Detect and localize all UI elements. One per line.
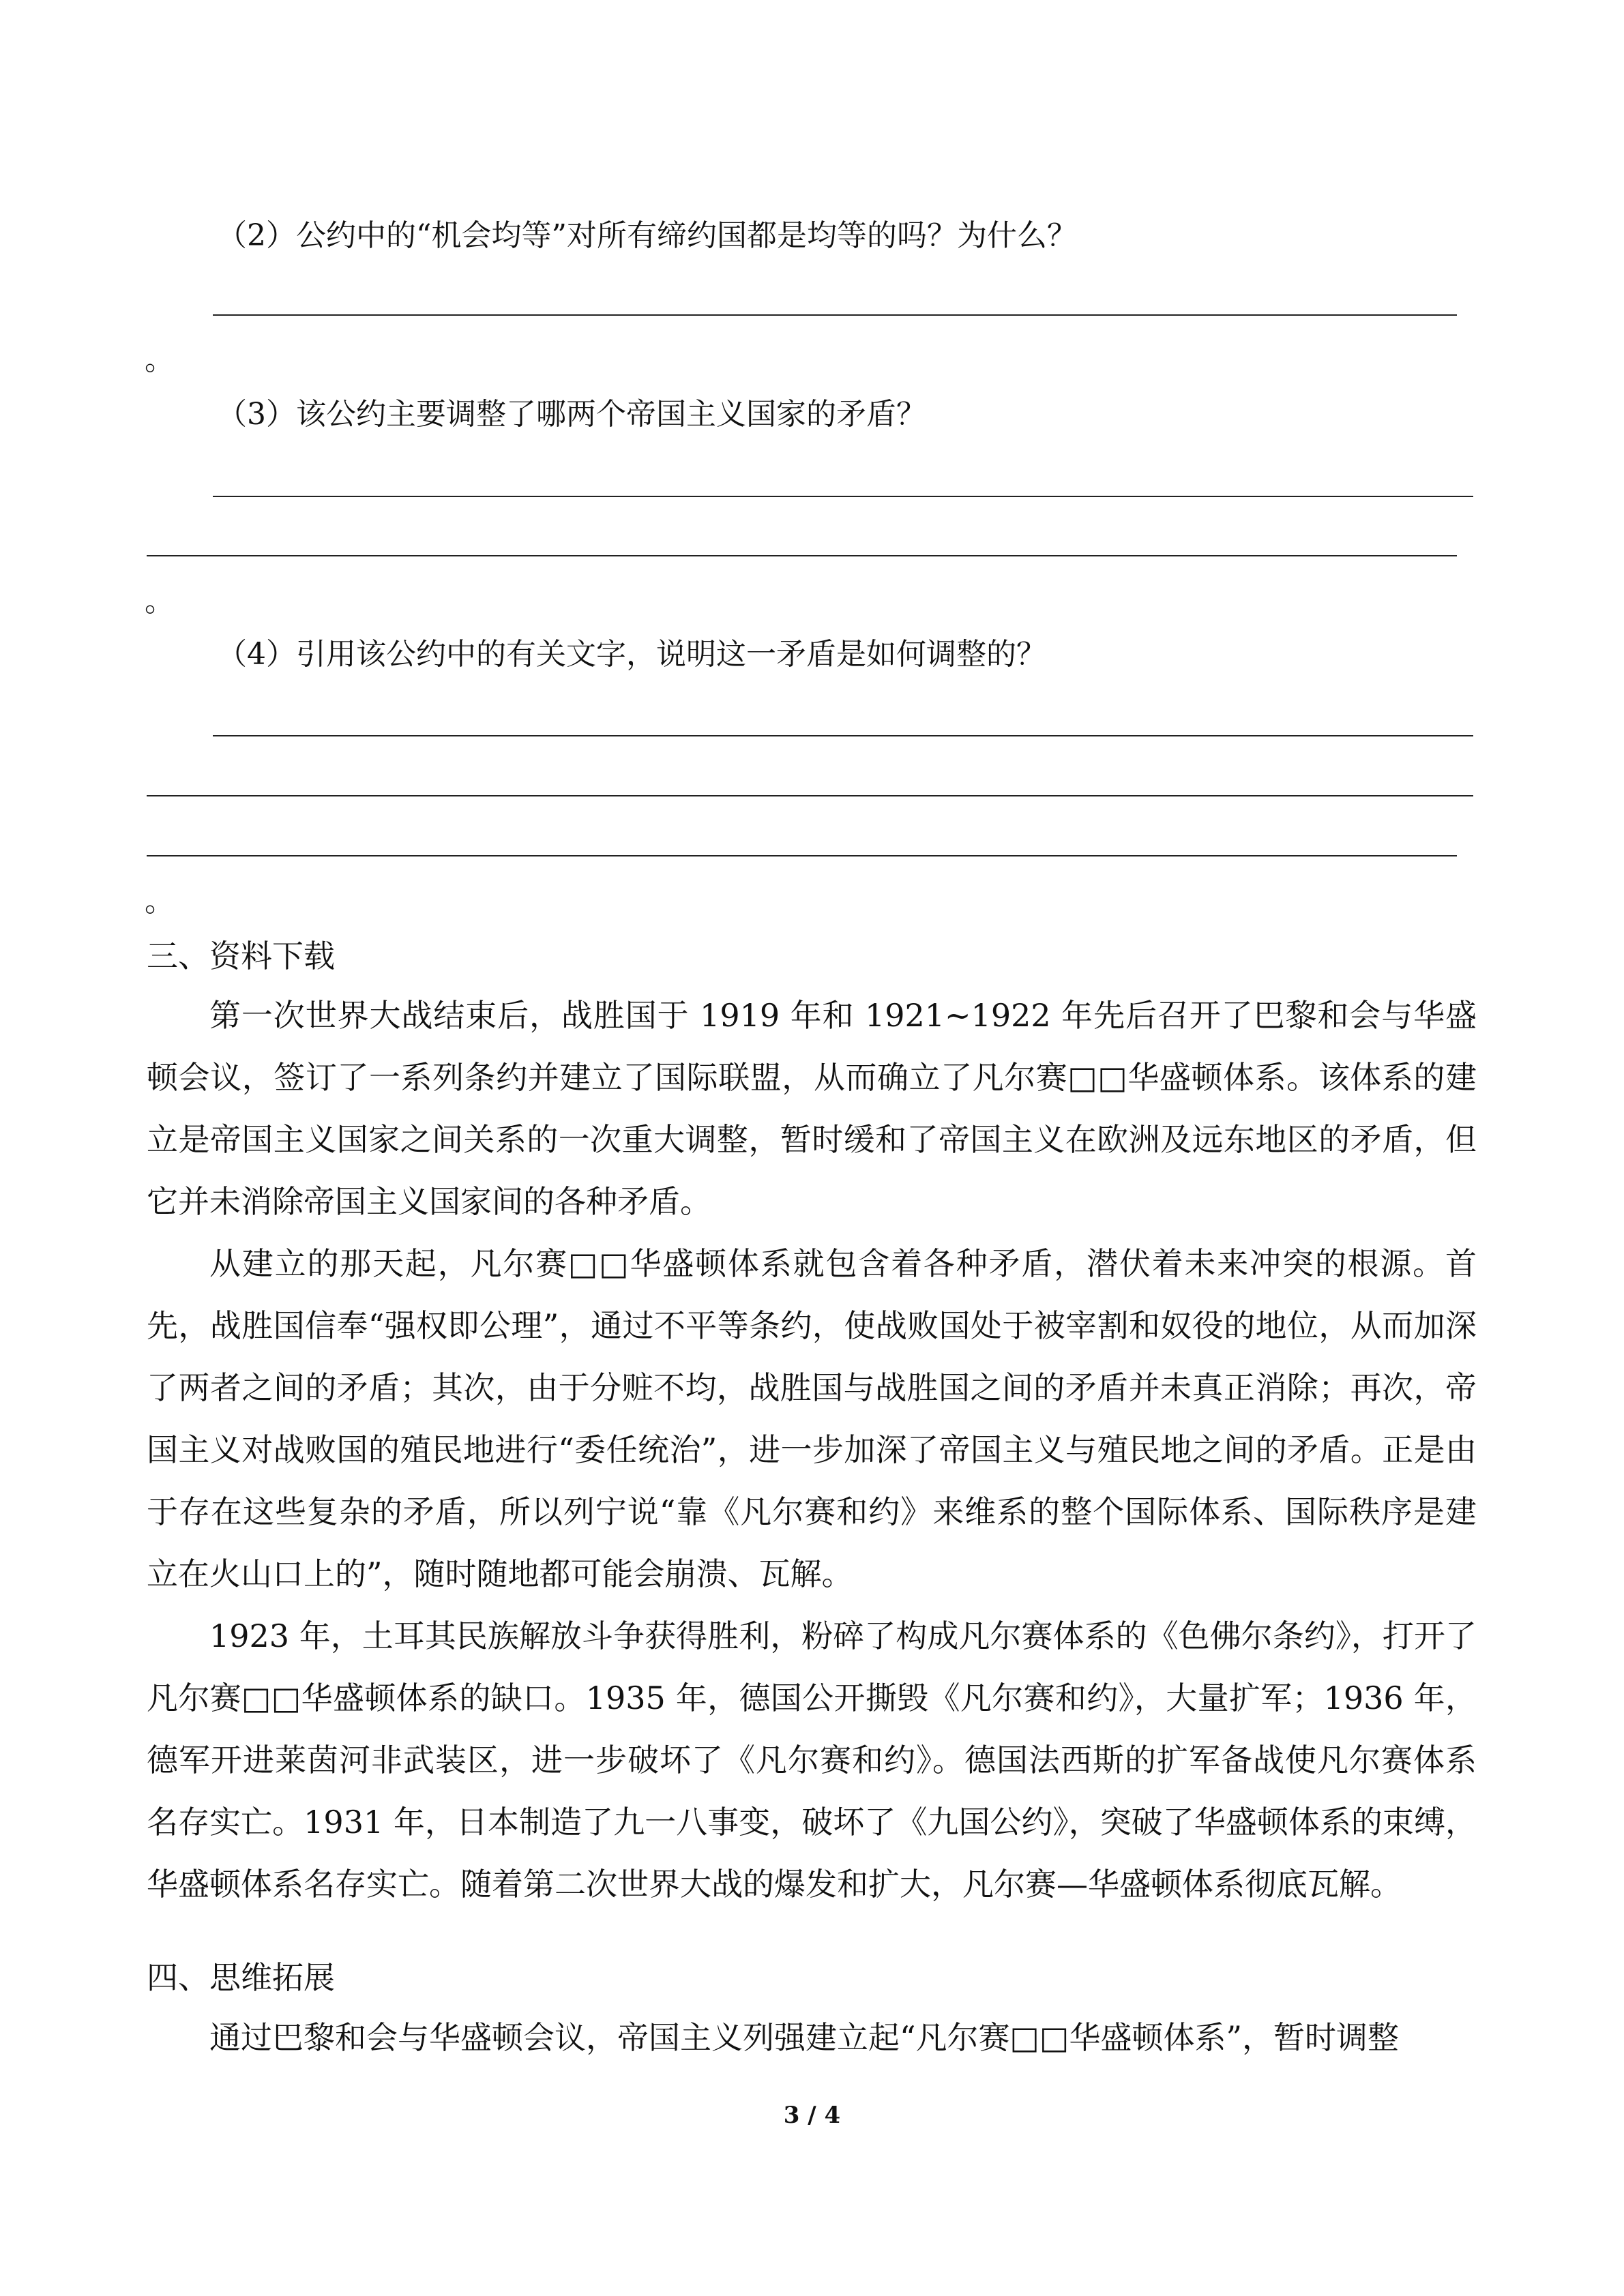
paragraph: 1923 年，土耳其民族解放斗争获得胜利，粉碎了构成凡尔赛体系的《色佛尔条约》，打开了凡尔赛□□华盛顿体系的缺口。1935 年，德国公开撕毁《凡尔赛和约》，大量扩军；1936 年，德军开进莱茵河非武装区，进一步破坏了《凡尔赛和约》。德国法西斯的扩军备战使凡尔赛体系名存实亡。1931 年，日本制造了九一八事变，破坏了《九国公约》，突破了华盛顿体系的束缚，华盛顿体系名存实亡。随着第二次世界大战的爆发和扩大，凡尔赛—华盛顿体系彻底瓦解。 [147, 1617, 1477, 1903]
section-3-body [147, 985, 1477, 1915]
question-4: （4）引用该公约中的有关文字，说明这一矛盾是如何调整的？ [217, 637, 1046, 672]
section-heading-3: 三、资料下载 [147, 938, 335, 974]
paragraph: 通过巴黎和会与华盛顿会议，帝国主义列强建立起“凡尔赛□□华盛顿体系”，暂时调整 [209, 2019, 1399, 2056]
answer-line[interactable] [147, 555, 1457, 556]
end-mark: 。 [145, 584, 175, 618]
section-4-body [147, 2007, 1477, 2069]
answer-line[interactable] [213, 496, 1473, 497]
answer-line[interactable] [213, 735, 1473, 736]
answer-line[interactable] [213, 314, 1457, 316]
end-mark: 。 [145, 884, 175, 919]
end-mark: 。 [145, 342, 175, 377]
question-2: （2）公约中的“机会均等”对所有缔约国都是均等的吗？为什么？ [217, 218, 1077, 253]
section-heading-4: 四、思维拓展 [147, 1959, 335, 1996]
paragraph: 从建立的那天起，凡尔赛□□华盛顿体系就包含着各种矛盾，潜伏着未来冲突的根源。首先，战胜国信奉“强权即公理”，通过不平等条约，使战败国处于被宰割和奴役的地位，从而加深了两者之间的矛盾；其次，由于分赃不均，战胜国与战胜国之间的矛盾并未真正消除；再次，帝国主义对战败国的殖民地进行“委任统治”，进一步加深了帝国主义与殖民地之间的矛盾。正是由于存在这些复杂的矛盾，所以列宁说“靠《凡尔赛和约》来维系的整个国际体系、国际秩序是建立在火山口上的”，随时随地都可能会崩溃、瓦解。 [147, 1245, 1477, 1592]
answer-line[interactable] [147, 855, 1457, 856]
question-3: （3）该公约主要调整了哪两个帝国主义国家的矛盾？ [217, 397, 926, 432]
page-number: 3 / 4 [783, 2102, 841, 2129]
paragraph: 第一次世界大战结束后，战胜国于 1919 年和 1921~1922 年先后召开了巴黎和会与华盛顿会议，签订了一系列条约并建立了国际联盟，从而确立了凡尔赛□□华盛顿体系。该体系的建立是帝国主义国家之间关系的一次重大调整，暂时缓和了帝国主义在欧洲及远东地区的矛盾，但它并未消除帝国主义国家间的各种矛盾。 [147, 997, 1477, 1220]
answer-line[interactable] [147, 795, 1473, 796]
